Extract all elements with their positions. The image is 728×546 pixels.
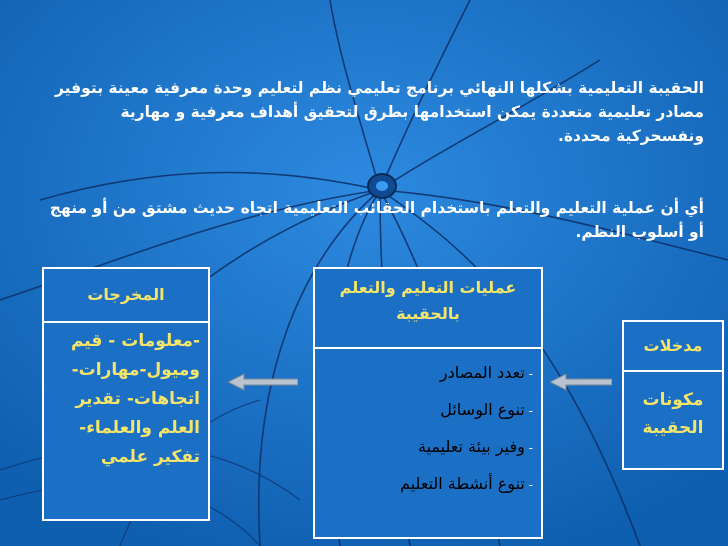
process-item: - تنوع أنشطة التعليم [315, 466, 533, 503]
processes-title: عمليات التعليم والتعلم بالحقيبة [315, 269, 541, 349]
process-item: - تنوع الوسائل [315, 392, 533, 429]
outputs-title: المخرجات [44, 269, 208, 323]
inputs-box [622, 320, 724, 470]
outputs-body: -معلومات - قيم وميول-مهارات-اتجاهات- تقدير العلم والعلماء- تفكير علمي [70, 331, 200, 467]
outputs-box [42, 267, 210, 521]
definition-paragraph: الحقيبة التعليمية بشكلها النهائي برنامج تعليمي نظم لتعليم وحدة معرفية معينة بتوفير مصادر تعليمية متعددة يمكن استخدامها بطرق لتحقيق أهداف معرفية و مهارية ونفسحركية محددة. [55, 79, 704, 145]
inputs-body: مكونات الحقيبة [642, 390, 704, 438]
processes-box [313, 267, 543, 539]
arrow-left-icon [228, 372, 298, 392]
arrow-left-icon [550, 372, 612, 392]
processes-list [315, 349, 541, 503]
process-item: - تعدد المصادر [315, 355, 533, 392]
process-item: - وفير بيئة تعليمية [315, 429, 533, 466]
approach-paragraph: أي أن عملية التعليم والتعلم باستخدام الحقائب التعليمية اتجاه حديث مشتق من أو منهج أو أسلوب النظم. [49, 199, 704, 241]
inputs-title: مدخلات [624, 322, 722, 372]
